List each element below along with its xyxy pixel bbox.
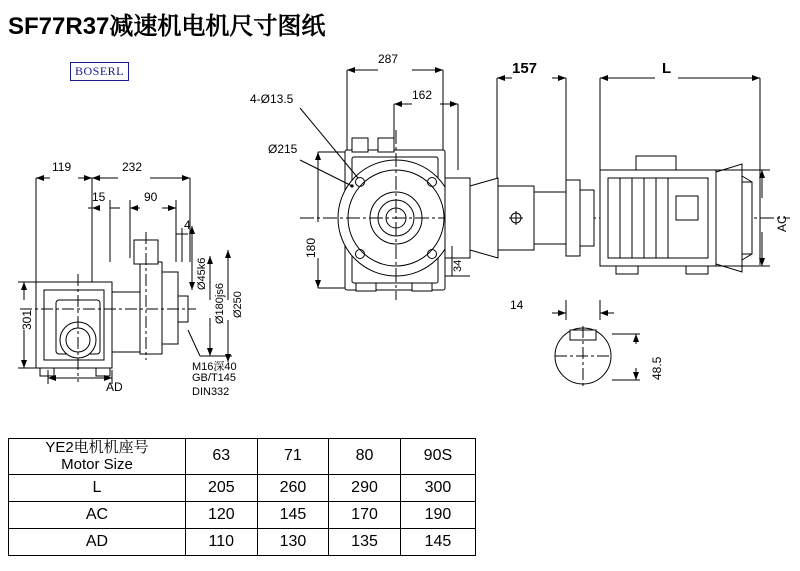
cell-L-63: 205 <box>186 474 258 501</box>
dim-162: 162 <box>412 88 433 102</box>
dim-L-top: L <box>662 60 672 77</box>
brand-logo: BOSERL <box>70 62 129 81</box>
dim-4: 4 <box>184 218 191 232</box>
note-gbt145: GB/T145 <box>192 372 237 384</box>
page-title: SF77R37减速机电机尺寸图纸 <box>8 13 326 40</box>
dim-d180js6: Ø180js6 <box>214 283 226 324</box>
dim-4x13-5: 4-Ø13.5 <box>250 92 294 106</box>
table-row <box>9 528 476 555</box>
dim-180: 180 <box>304 237 318 258</box>
dim-232: 232 <box>122 160 143 174</box>
cell-AD-63: 110 <box>186 528 258 555</box>
table-row <box>9 439 476 475</box>
dim-d45k6: Ø45k6 <box>196 257 208 290</box>
cell-AC-71: 145 <box>257 501 329 528</box>
cell-L-80: 290 <box>329 474 401 501</box>
table-row <box>9 501 476 528</box>
dim-AC: AC <box>775 215 789 232</box>
cell-AC-80: 170 <box>329 501 401 528</box>
cell-size-63: 63 <box>186 439 258 475</box>
note-din332: DIN332 <box>192 386 230 398</box>
dim-14: 14 <box>510 298 524 312</box>
table-row <box>9 474 476 501</box>
cell-L-90s: 300 <box>400 474 475 501</box>
cell-AD-71: 130 <box>257 528 329 555</box>
dim-34: 34 <box>452 259 464 272</box>
dim-d250: Ø250 <box>232 291 244 318</box>
row-header-motor-size-en: Motor Size <box>61 456 133 474</box>
row-header-AC: AC <box>9 501 186 528</box>
row-header-motor-size <box>9 439 186 475</box>
cell-L-71: 260 <box>257 474 329 501</box>
row-header-motor-size-cn: YE2电机机座号 <box>45 439 149 456</box>
cell-size-80: 80 <box>329 439 401 475</box>
dim-d215: Ø215 <box>268 142 298 156</box>
dim-157: 157 <box>512 60 538 77</box>
dim-48-5: 48.5 <box>650 356 664 380</box>
dim-15: 15 <box>92 190 106 204</box>
cell-AD-80: 135 <box>329 528 401 555</box>
cell-size-71: 71 <box>257 439 329 475</box>
cell-AD-90s: 145 <box>400 528 475 555</box>
dim-119: 119 <box>52 160 72 174</box>
row-header-AD: AD <box>9 528 186 555</box>
dim-301: 301 <box>20 309 34 330</box>
cell-AC-90s: 190 <box>400 501 475 528</box>
dim-287: 287 <box>378 52 399 66</box>
note-m16: M16深40 <box>192 361 237 373</box>
dim-AD: AD <box>106 380 123 394</box>
cell-AC-63: 120 <box>186 501 258 528</box>
dim-90: 90 <box>144 190 158 204</box>
cell-size-90s: 90S <box>400 439 475 475</box>
row-header-L: L <box>9 474 186 501</box>
spec-table <box>8 438 476 556</box>
